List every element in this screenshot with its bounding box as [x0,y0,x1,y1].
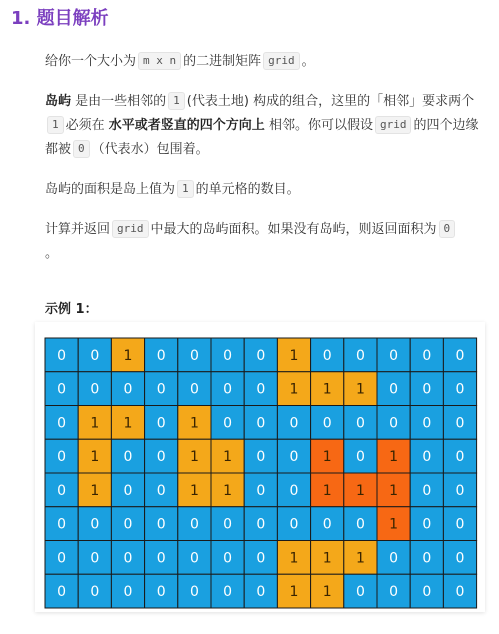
grid-cell [145,439,178,473]
grid-cell [311,406,344,440]
grid-cell-value: 0 [422,516,432,533]
grid-cell-value: 1 [189,449,199,466]
grid-cell-value: 1 [189,482,199,499]
grid-cell-value: 0 [455,381,465,398]
grid-cell [211,574,244,608]
grid-cell [443,372,476,406]
grid-cell [311,541,344,575]
inline-code-grid: grid [112,220,149,238]
grid-cell [410,541,443,575]
grid-cell-value: 0 [389,550,399,567]
text: （代表水）包围着。 [91,142,209,157]
grid-cell-value: 0 [57,516,67,533]
grid-cell-value: 0 [156,584,166,601]
text: (代表土地) 构成的组合，这里的「相邻」要求两个 [186,94,475,109]
grid-cell [443,439,476,473]
grid-cell [311,439,344,473]
grid-cell-value: 0 [389,584,399,601]
bold-island: 岛屿 [45,94,72,109]
grid-cell-value: 0 [223,584,233,601]
grid-cell-value: 1 [322,584,332,601]
grid-cell-value: 0 [289,449,299,466]
grid-cell [111,372,144,406]
grid-cell [178,439,211,473]
grid-cell-value: 0 [156,415,166,432]
section-heading: 1. 题目解析 [11,8,109,29]
grid-cell-value: 0 [455,516,465,533]
grid-cell-value: 1 [355,482,365,499]
grid-cell-value: 0 [57,449,67,466]
text: 的二进制矩阵 [183,54,262,69]
grid-cell [244,473,277,507]
grid-cell-value: 1 [90,449,100,466]
grid-cell-value: 0 [422,584,432,601]
grid-cell-value: 1 [123,347,133,364]
grid-cell-value: 0 [90,550,100,567]
grid-cell [145,338,178,372]
grid-cell [145,541,178,575]
grid-cell [111,473,144,507]
inline-code-grid: grid [375,116,412,134]
grid-cell [145,372,178,406]
text: 的四个边缘都被 [45,118,479,157]
inline-code-zero: 0 [439,220,456,238]
grid-cell [145,574,178,608]
grid-cell-value: 1 [389,516,399,533]
grid-cell-value: 1 [90,482,100,499]
grid-cell-value: 0 [389,347,399,364]
grid-cell [277,541,310,575]
grid-cell [111,541,144,575]
grid-cell-value: 0 [189,381,199,398]
grid-cell [410,473,443,507]
grid-cell [277,439,310,473]
grid-cell-value: 0 [322,415,332,432]
grid-cell-value: 0 [455,449,465,466]
grid-cell-value: 0 [256,584,266,601]
grid-cell-value: 0 [123,584,133,601]
grid-cell-value: 0 [123,482,133,499]
grid-cell-value: 1 [90,415,100,432]
grid-cell [111,338,144,372]
grid-cell-value: 1 [389,482,399,499]
grid-cell [244,338,277,372]
grid-cell-value: 1 [322,550,332,567]
grid-cell-value: 0 [156,381,166,398]
grid-cell-value: 0 [256,550,266,567]
grid-cell-value: 1 [289,550,299,567]
grid-cell [344,541,377,575]
inline-code-one: 1 [47,116,64,134]
grid-cell [311,473,344,507]
inline-code-grid: grid [263,52,300,70]
grid-cell [443,574,476,608]
grid-cell-value: 0 [57,415,67,432]
grid-cell [111,574,144,608]
grid-cell-value: 0 [256,482,266,499]
grid-cell-value: 0 [189,550,199,567]
grid-cell [45,473,78,507]
inline-code-one: 1 [168,92,185,110]
grid-cell-value: 0 [355,347,365,364]
grid-cell-value: 0 [256,347,266,364]
grid-cell-value: 0 [422,449,432,466]
grid-cell [244,372,277,406]
grid-cell [244,541,277,575]
text: 中最大的岛屿面积。如果没有岛屿，则返回面积为 [150,222,437,237]
grid-cell [344,473,377,507]
grid-cell-value: 0 [289,482,299,499]
inline-code-one: 1 [177,180,194,198]
grid-cell [311,338,344,372]
grid-cell [78,338,111,372]
grid-cell [410,372,443,406]
grid-cell-value: 0 [289,516,299,533]
grid-cell [311,372,344,406]
grid-cell [178,473,211,507]
grid-cell [344,406,377,440]
grid-cell-value: 1 [289,381,299,398]
grid-cell [211,406,244,440]
grid-cell-value: 0 [223,381,233,398]
grid-cell [45,338,78,372]
grid-cell-value: 0 [355,449,365,466]
grid-cell-value: 0 [256,415,266,432]
grid-cell [78,507,111,541]
grid-cell-value: 0 [355,584,365,601]
grid-cell-value: 0 [189,347,199,364]
grid-cell-value: 0 [156,449,166,466]
grid-cell-value: 0 [355,516,365,533]
grid-cell [277,473,310,507]
grid-cell [244,439,277,473]
grid-cell [78,473,111,507]
grid-cell-value: 0 [123,381,133,398]
grid-cell-value: 0 [256,449,266,466]
grid-cell-value: 0 [57,347,67,364]
text: 必须在 [65,118,105,133]
grid-cell [311,507,344,541]
grid-cell [78,372,111,406]
grid-cell [211,507,244,541]
grid-cell-value: 0 [455,415,465,432]
grid-cell-value: 0 [322,347,332,364]
grid-cell [178,372,211,406]
grid-cell-value: 1 [355,381,365,398]
grid-cell [377,541,410,575]
grid-cell [78,574,111,608]
grid-cell-value: 0 [422,550,432,567]
grid-cell-value: 1 [322,381,332,398]
grid-cell-value: 0 [57,381,67,398]
grid-cell-value: 0 [322,516,332,533]
grid-cell-value: 0 [223,550,233,567]
grid-cell-value: 0 [223,415,233,432]
grid-cell [111,507,144,541]
grid-cell [145,507,178,541]
grid-cell-value: 0 [156,516,166,533]
grid-cell [443,541,476,575]
grid-cell [277,372,310,406]
grid-cell-value: 1 [355,550,365,567]
grid-cell [244,507,277,541]
grid-cell [443,473,476,507]
grid-cell [311,574,344,608]
grid-cell [377,439,410,473]
grid-cell-value: 0 [189,584,199,601]
grid-cell [377,473,410,507]
grid-cell [178,338,211,372]
text: 岛屿的面积是岛上值为 [45,182,176,197]
grid-cell [78,406,111,440]
grid-cell-value: 0 [57,584,67,601]
grid-cell-value: 0 [57,550,67,567]
grid-cell [344,574,377,608]
grid-cell-value: 0 [90,381,100,398]
grid-cell-value: 0 [90,347,100,364]
grid-cell-value: 1 [289,584,299,601]
grid-cell [344,507,377,541]
inline-code-mxn: m x n [138,52,181,70]
grid-cell [410,439,443,473]
grid-cell [211,338,244,372]
grid-cell-value: 1 [389,449,399,466]
grid-cell-value: 0 [156,550,166,567]
grid-cell [45,541,78,575]
text: 计算并返回 [45,222,111,237]
grid-cell [377,574,410,608]
grid-cell [244,406,277,440]
grid-cell [443,406,476,440]
grid-cell-value: 0 [389,381,399,398]
grid-cell [344,372,377,406]
grid-cell [211,372,244,406]
grid-cell [45,507,78,541]
grid-cell-value: 1 [289,347,299,364]
grid-cell-value: 0 [123,516,133,533]
bold-direction: 水平或者竖直的四个方向上 [108,118,265,133]
grid-cell [344,338,377,372]
grid-cell-value: 0 [57,482,67,499]
grid-cell-value: 0 [123,449,133,466]
grid-cell [410,338,443,372]
grid-cell [178,574,211,608]
inline-code-zero: 0 [73,140,90,158]
grid-cell-value: 1 [223,449,233,466]
grid-cell [45,372,78,406]
grid-cell-value: 0 [156,482,166,499]
grid-cell [410,507,443,541]
grid-cell-value: 0 [189,516,199,533]
grid-cell [111,439,144,473]
grid-cell [244,574,277,608]
grid-cell-value: 0 [455,584,465,601]
grid-cell [443,507,476,541]
grid-cell [277,338,310,372]
grid-cell-value: 1 [322,449,332,466]
grid-cell [178,507,211,541]
text: 是由一些相邻的 [75,94,167,109]
grid-cell [178,541,211,575]
grid-cell [78,439,111,473]
grid-cell-value: 0 [256,381,266,398]
grid-cell [277,406,310,440]
grid-cell-value: 1 [189,415,199,432]
grid-cell [45,439,78,473]
grid-cell [45,406,78,440]
grid-cell-value: 0 [156,347,166,364]
grid-cell [277,574,310,608]
grid-cell-value: 0 [455,347,465,364]
grid-cell-value: 0 [289,415,299,432]
grid-cell-value: 0 [455,482,465,499]
grid-cell-value: 1 [322,482,332,499]
grid-cell [211,541,244,575]
text: 给你一个大小为 [45,54,137,69]
grid-cell-value: 0 [123,550,133,567]
grid-cell [277,507,310,541]
grid-cell [78,541,111,575]
grid-cell [377,406,410,440]
grid-cell-value: 1 [223,482,233,499]
grid-cell-value: 0 [256,516,266,533]
text: 的单元格的数目。 [195,182,300,197]
grid-cell [377,372,410,406]
grid-cell-value: 0 [223,347,233,364]
grid-cell [178,406,211,440]
grid-cell [410,406,443,440]
grid-cell [111,406,144,440]
grid-cell-value: 0 [223,516,233,533]
grid-cell-value: 0 [355,415,365,432]
grid-cell-value: 0 [90,516,100,533]
grid-cell [45,574,78,608]
grid-cell [377,338,410,372]
grid-cell [145,473,178,507]
grid-cell-value: 0 [422,347,432,364]
grid-cell [443,338,476,372]
grid-cell-value: 0 [455,550,465,567]
grid-cell-value: 0 [422,482,432,499]
text: 。 [301,54,315,69]
grid-cell [211,439,244,473]
grid-cell-value: 0 [422,381,432,398]
grid-cell-value: 0 [90,584,100,601]
grid-cell [410,574,443,608]
grid-cell [344,439,377,473]
grid-cell-value: 0 [422,415,432,432]
grid-cell-value: 1 [123,415,133,432]
text: 相邻。你可以假设 [268,118,373,133]
grid-cell [211,473,244,507]
text: 。 [45,246,59,261]
grid-cell [377,507,410,541]
grid-cell-value: 0 [389,415,399,432]
example-title: 示例 1： [45,302,98,317]
grid-cell [145,406,178,440]
